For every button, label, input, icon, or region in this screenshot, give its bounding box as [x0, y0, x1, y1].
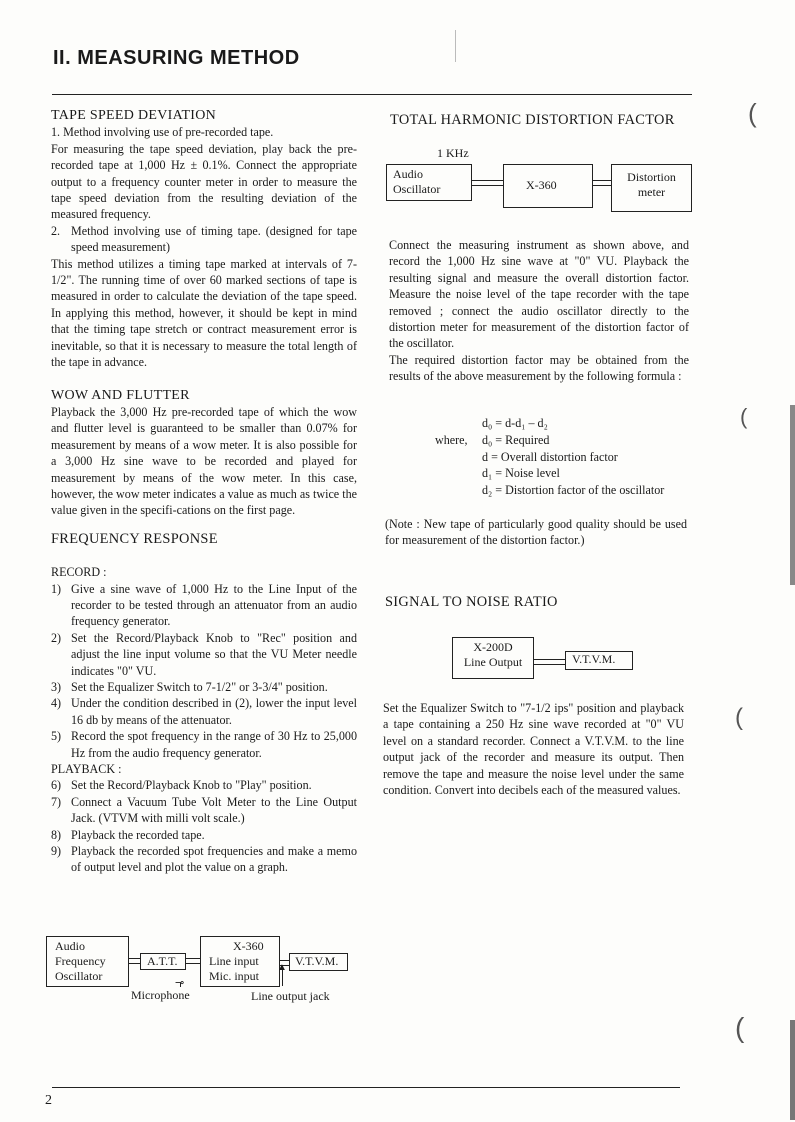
box-label: Frequency	[55, 954, 106, 968]
thd-para1: Connect the measuring instrument as shown above, and record the 1,000 Hz sine wave at "0" VU. Playback the resulting signal and measure the overall distortion factor. Measure the noise level of the tape recorder with the tape removed ; connect the audio oscillator directly to the distortion meter for measurement of the distortion factor of the oscillator.	[389, 238, 689, 351]
box-label: Line Output	[463, 655, 523, 669]
formula-equation: d₀ = d-d₁ – d₂	[482, 416, 548, 430]
box-label: X-360	[526, 178, 557, 192]
audio-frequency-oscillator-box	[46, 936, 129, 987]
box-label: X-360	[233, 939, 264, 953]
snr-para: Set the Equalizer Switch to "7-1/2 ips" position and playback a tape containing a 250 Hz sine wave recorded at "0" VU level on a standard recorder. Connect a V.T.V.M. to the line output jack of the recorder and measure its output. Then remove the tape and measure the noise level under the same condition. Convert into decibels each of the measured values.	[383, 701, 684, 798]
freq-heading: FREQUENCY RESPONSE	[51, 530, 218, 547]
microphone-label: Microphone	[131, 988, 190, 1002]
step-number: 1)	[51, 581, 62, 596]
box-label: Audio	[393, 167, 423, 181]
vtvm-box	[289, 953, 348, 971]
distortion-meter-box	[611, 164, 692, 212]
box-label: V.T.V.M.	[572, 652, 616, 666]
tape-speed-para2: This method utilizes a timing tape marked at intervals of 7-1/2". The running time of over 60 marked sections of tape is measured in order to calculate the deviation of the tape speed. In applying this method, however, it should be kept in mind that the timing tape stretch or contract measurement error is inevitable, so that it is necessary to measure the total length of the tape in advance.	[51, 256, 357, 370]
formula-def: d₂ = Distortion factor of the oscillator	[482, 483, 665, 497]
step-text: Record the spot frequency in the range of 30 Hz to 25,000 Hz from the audio frequency generator.	[71, 729, 357, 760]
step-number: 3)	[51, 680, 62, 694]
tape-speed-item2-text: Method involving use of timing tape. (designed for tape speed measurement)	[71, 223, 357, 255]
page-number: 2	[45, 1093, 52, 1108]
line-output-jack-label: Line output jack	[251, 989, 330, 1003]
playback-step	[51, 777, 357, 793]
thd-note	[385, 516, 687, 549]
record-step	[51, 695, 357, 728]
scan-edge	[790, 405, 795, 585]
step-number: 6)	[51, 778, 62, 793]
record-step	[51, 679, 357, 695]
x360-box	[503, 164, 593, 208]
record-step	[51, 728, 357, 761]
step-text: Give a sine wave of 1,000 Hz to the Line Input of the recorder to be tested through an attenuator from an audio frequency generator.	[71, 581, 357, 629]
audio-oscillator-box	[386, 164, 472, 201]
record-step	[51, 581, 357, 630]
wow-heading: WOW AND FLUTTER	[51, 387, 190, 403]
left-column	[51, 108, 357, 876]
tape-speed-item1: 1. Method involving use of pre-recorded tape.	[51, 125, 274, 140]
scan-mark	[455, 30, 456, 62]
thd-text	[389, 237, 689, 385]
step-number: 4)	[51, 696, 62, 711]
wow-para: Playback the 3,000 Hz pre-recorded tape of which the wow and flutter level is guaranteed to be smaller than 0.07% for measurement by means of a wow meter. It is also possible for a 3,000 Hz sine wave to be recorded and played for measurement by means of the wow meter. In this case, however, the wow meter indicates a value as much as twice the value given in the specifi-cations on the first page.	[51, 404, 357, 518]
note-text: (Note : New tape of particularly good quality should be used for measurement of the distortion factor.)	[385, 517, 687, 548]
x200d-box	[452, 637, 534, 679]
formula-def: d₀ = Required	[482, 433, 550, 447]
attenuator-box	[140, 953, 186, 970]
box-label: V.T.V.M.	[295, 954, 339, 968]
step-text: Playback the recorded spot frequencies and make a memo of output level and plot the value on a graph.	[71, 844, 357, 875]
box-label: Line input	[209, 954, 259, 968]
box-label: meter	[637, 185, 666, 199]
binding-mark: (	[735, 704, 743, 731]
record-step	[51, 630, 357, 679]
binding-mark: (	[740, 404, 748, 429]
scan-edge-lower	[790, 1020, 795, 1120]
box-label: Oscillator	[55, 969, 103, 983]
connector	[592, 180, 611, 186]
tape-speed-item2	[51, 223, 357, 256]
step-text: Set the Record/Playback Knob to "Rec" position and adjust the line input volume so that the VU Meter needle indicates "0" VU.	[71, 630, 357, 678]
binding-mark: (	[735, 1012, 745, 1043]
box-label: X-200D	[473, 640, 513, 654]
step-number: 8)	[51, 827, 62, 842]
box-label: A.T.T.	[147, 954, 178, 968]
box-label: Oscillator	[393, 182, 441, 196]
page-title: II. MEASURING METHOD	[53, 47, 300, 69]
playback-step	[51, 843, 357, 876]
freq-label: 1 KHz	[437, 146, 469, 160]
formula-where: where,	[435, 433, 468, 447]
step-text: Set the Equalizer Switch to 7-1/2" or 3-3/4" position.	[71, 680, 328, 694]
connector	[128, 958, 140, 964]
thd-heading: TOTAL HARMONIC DISTORTION FACTOR	[390, 112, 675, 128]
step-number: 9)	[51, 844, 62, 859]
tape-speed-item2-num: 2.	[51, 223, 61, 238]
box-label: Mic. input	[209, 969, 259, 983]
step-text: Connect a Vacuum Tube Volt Meter to the Line Output Jack. (VTVM with milli volt scale.)	[71, 794, 357, 826]
jack-arrow-icon: ▲	[277, 962, 287, 973]
bottom-rule	[52, 1087, 680, 1088]
record-label: RECORD :	[51, 565, 107, 580]
connector	[471, 180, 503, 186]
step-number: 7)	[51, 794, 62, 809]
step-text: Under the condition described in (2), lower the input level 16 db by means of the attenuator.	[71, 696, 357, 727]
vtvm-box	[565, 651, 633, 670]
box-label: Audio	[55, 939, 85, 953]
formula-def: d = Overall distortion factor	[482, 450, 618, 464]
binding-mark: (	[748, 98, 757, 128]
top-rule	[52, 94, 692, 95]
x360-box	[200, 936, 280, 987]
snr-text	[383, 700, 684, 798]
snr-heading: SIGNAL TO NOISE RATIO	[385, 594, 558, 610]
connector	[533, 659, 565, 665]
playback-step	[51, 827, 357, 843]
formula-def: d₁ = Noise level	[482, 466, 560, 480]
playback-label: PLAYBACK :	[51, 762, 122, 777]
tape-speed-heading: TAPE SPEED DEVIATION	[51, 108, 217, 123]
microphone-icon: ⊸	[175, 977, 185, 989]
connector	[185, 958, 200, 964]
step-number: 2)	[51, 630, 62, 645]
tape-speed-para1: For measuring the tape speed deviation, play back the pre-recorded tape at 1,000 Hz ± 0.1%. Connect the appropriate output to a frequency counter meter in order to measure the tape speed deviation from the resulting deviation of the measured frequency.	[51, 141, 357, 222]
step-number: 5)	[51, 729, 62, 744]
playback-step	[51, 794, 357, 827]
step-text: Set the Record/Playback Knob to "Play" position.	[71, 778, 312, 793]
step-text: Playback the recorded tape.	[71, 827, 205, 842]
box-label: Distortion	[627, 170, 676, 184]
thd-para2: The required distortion factor may be obtained from the results of the above measurement by the following formula :	[389, 352, 689, 384]
